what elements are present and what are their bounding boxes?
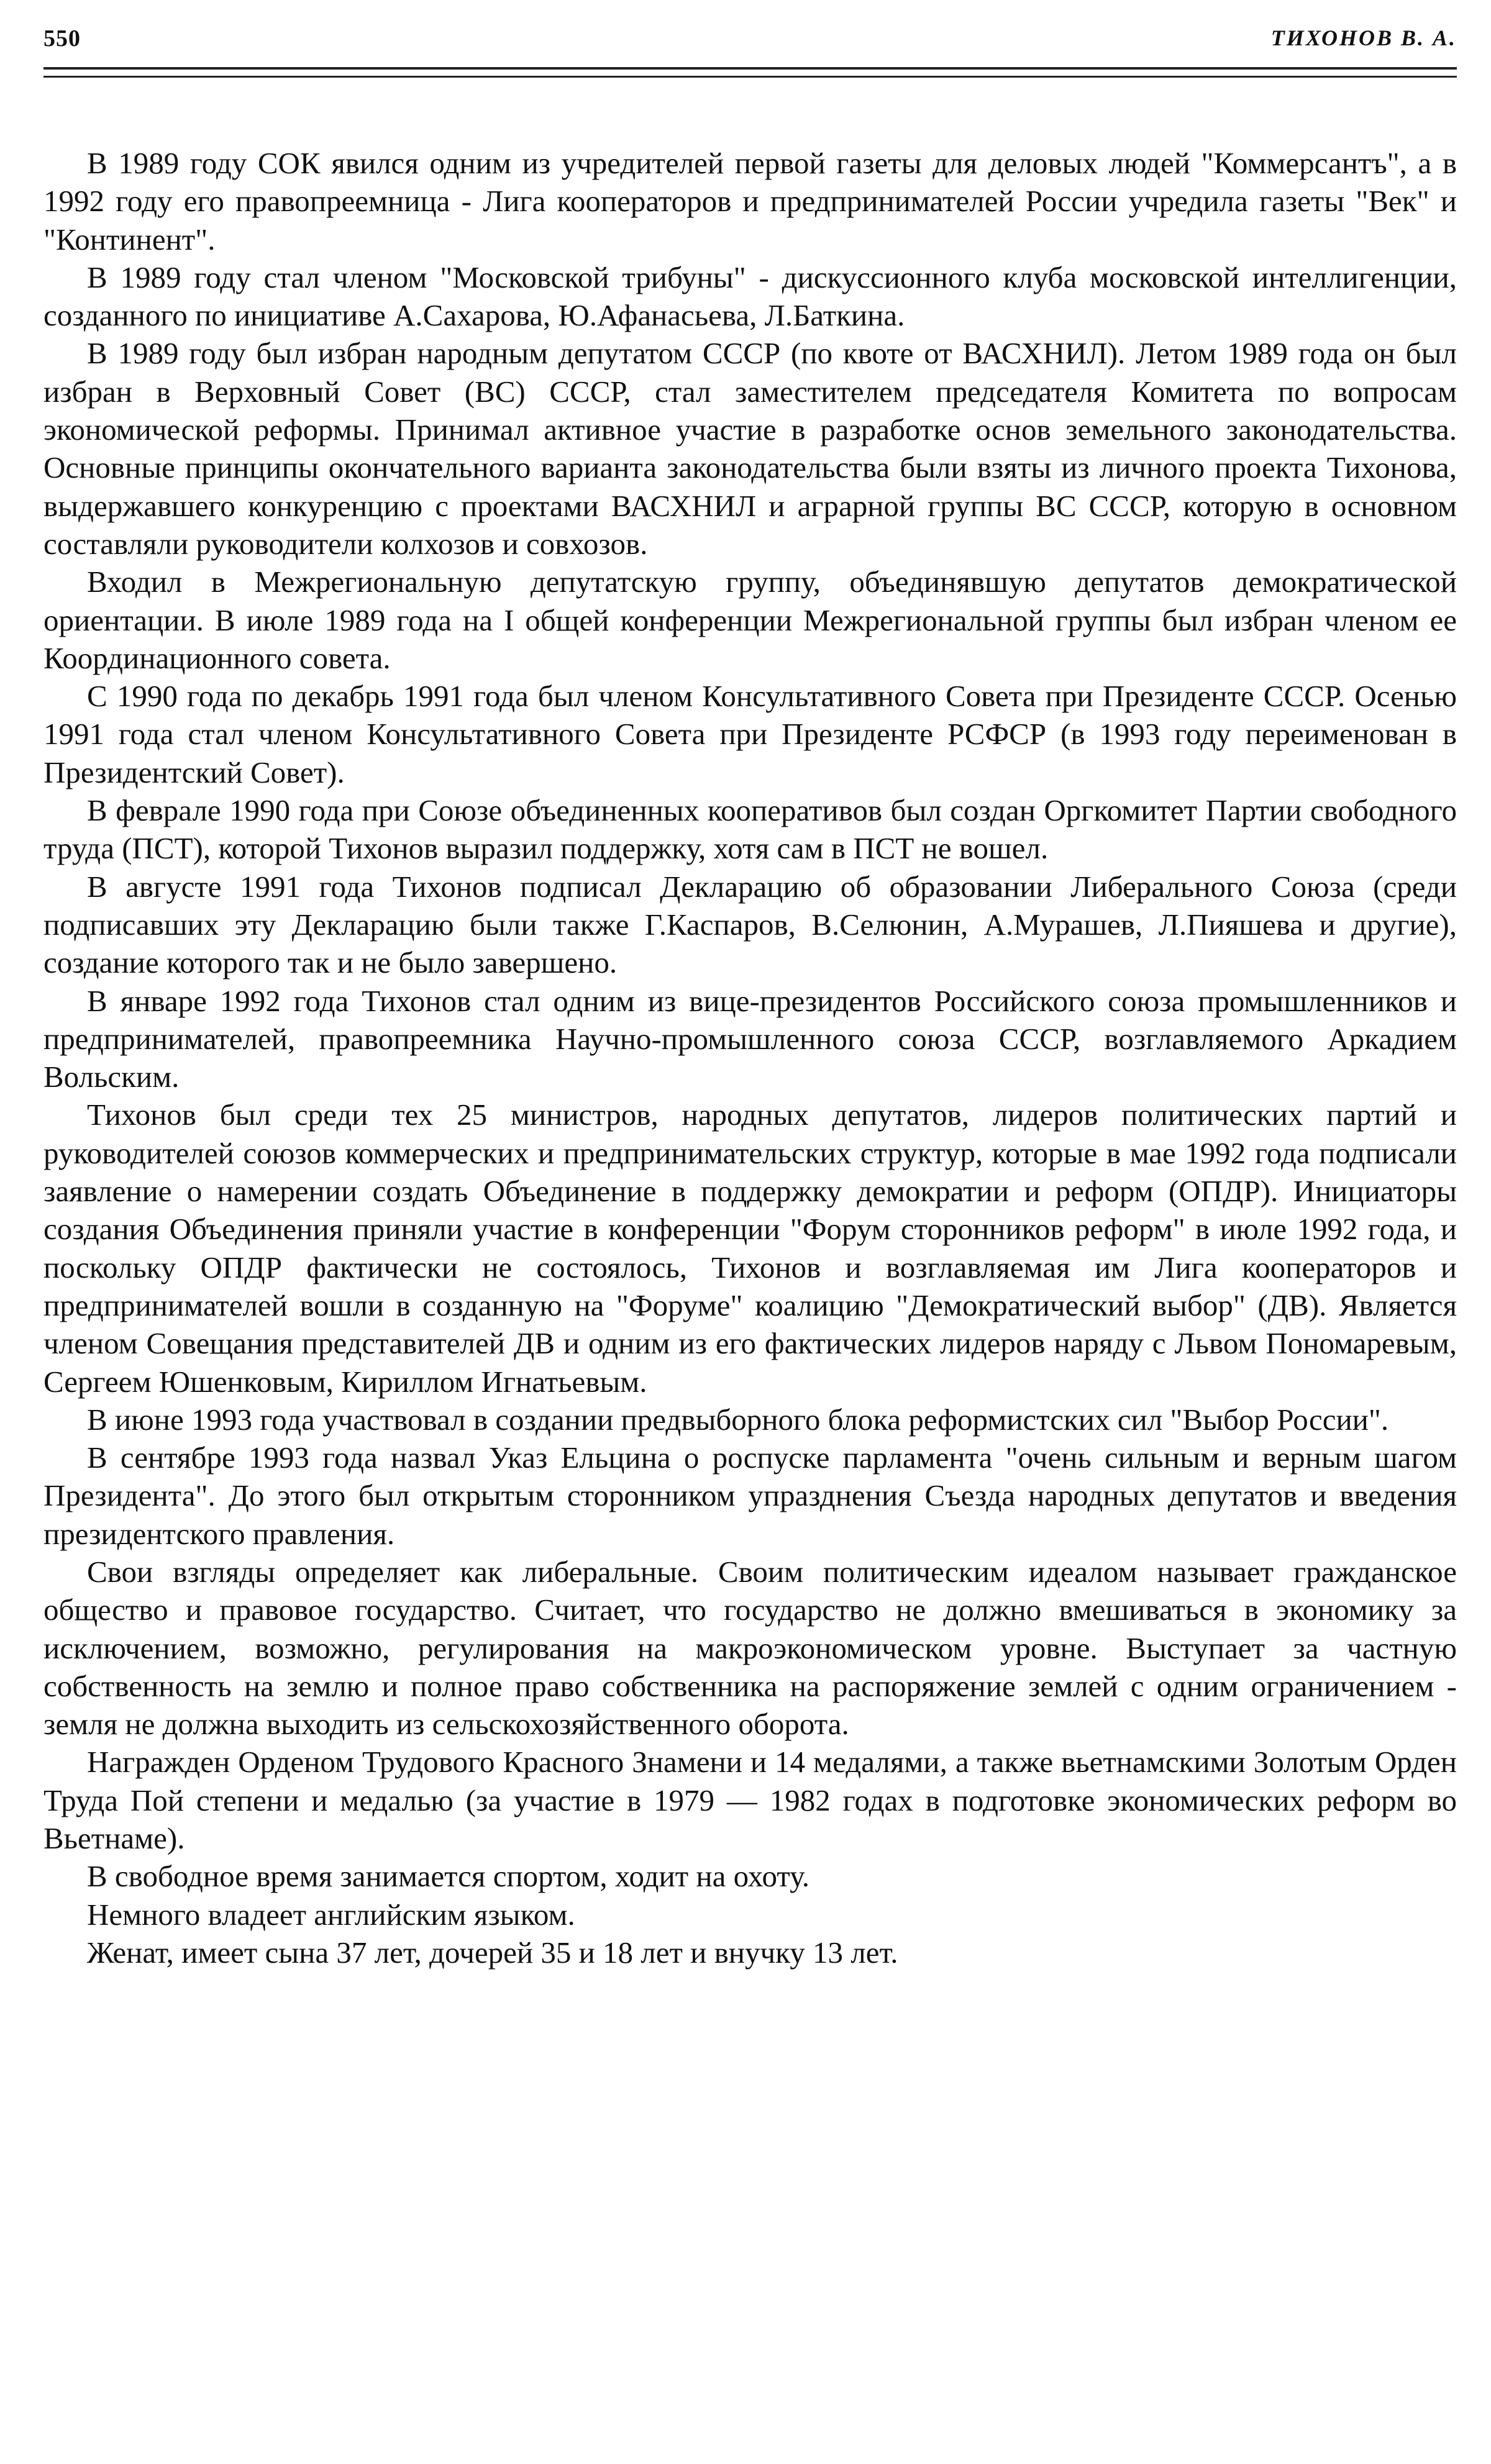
article-body	[43, 144, 1457, 1971]
paragraph: Тихонов был среди тех 25 министров, народных депутатов, лидеров политических партий и руководителей союзов коммерческих и предпринимательских структур, которые в мае 1992 года подписали заявление о намерении создать Объединение в поддержку демократии и реформ (ОПДР). Инициаторы создания Объединения приняли участие в конференции "Форум сторонников реформ" в июле 1992 года, и поскольку ОПДР фактически не состоялось, Тихонов и возглавляемая им Лига кооператоров и предпринимателей вошли в созданную на "Форуме" коалицию "Демократический выбор" (ДВ). Является членом Совещания представителей ДВ и одним из его фактических лидеров наряду с Львом Пономаревым, Сергеем Юшенковым, Кириллом Игнатьевым.	[43, 1098, 1457, 1399]
page-header	[43, 25, 1457, 62]
paragraph: В свободное время занимается спортом, ходит на охоту.	[87, 1859, 810, 1894]
paragraph: Немного владеет английским языком.	[87, 1897, 575, 1932]
paragraph: В 1989 году был избран народным депутатом СССР (по квоте от ВАСХНИЛ). Летом 1989 года он был избран в Верховный Совет (ВС) СССР, стал заместителем председателя Комитета по вопросам экономической реформы. Принимал активное участие в разработке основ земельного законодательства. Основные принципы окончательного варианта законодательства были взяты из личного проекта Тихонова, выдержавшего конкуренцию с проектами ВАСХНИЛ и аграрной группы ВС СССР, которую в основном составляли руководители колхозов и совхозов.	[43, 336, 1457, 561]
paragraph: В 1989 году СОК явился одним из учредителей первой газеты для деловых людей "Коммерсантъ", а в 1992 году его правопреемница - Лига кооператоров и предпринимателей России учредила газеты "Век" и "Континент".	[43, 146, 1457, 257]
page-number: 550	[43, 25, 81, 52]
paragraph: В январе 1992 года Тихонов стал одним из вице-президентов Российского союза промышленников и предпринимателей, правопреемника Научно-промышленного союза СССР, возглавляемого Аркадием Вольским.	[43, 983, 1457, 1094]
paragraph: В сентябре 1993 года назвал Указ Ельцина о роспуске парламента "очень сильным и верным шагом Президента". До этого был открытым сторонником упразднения Съезда народных депутатов и введения президентского правления.	[43, 1440, 1457, 1551]
paragraph: Женат, имеет сына 37 лет, дочерей 35 и 18 лет и внучку 13 лет.	[87, 1935, 898, 1970]
paragraph: В июне 1993 года участвовал в создании предвыборного блока реформистских сил "Выбор России".	[87, 1402, 1389, 1437]
paragraph: В августе 1991 года Тихонов подписал Декларацию об образовании Либерального Союза (среди подписавших эту Декларацию были также Г.Каспаров, В.Селюнин, А.Мурашев, Л.Пияшева и другие), создание которого так и не было завершено.	[43, 869, 1457, 980]
paragraph: В феврале 1990 года при Союзе объединенных кооперативов был создан Оргкомитет Партии свободного труда (ПСТ), которой Тихонов выразил поддержку, хотя сам в ПСТ не вошел.	[43, 793, 1457, 866]
header-rule-bottom	[43, 76, 1457, 78]
paragraph: Награжден Орденом Трудового Красного Знамени и 14 медалями, а также вьетнамскими Золотым Орден Труда Пой степени и медалью (за участие в 1979 — 1982 годах в подготовке экономических реформ во Вьетнаме).	[43, 1745, 1457, 1856]
paragraph: Свои взгляды определяет как либеральные. Своим политическим идеалом называет гражданское общество и правовое государство. Считает, что государство не должно вмешиваться в экономику за исключением, возможно, регулирования на макроэкономическом уровне. Выступает за частную собственность на землю и полное право собственника на распоряжение землей с одним ограничением - земля не должна выходить из сельскохозяйственного оборота.	[43, 1554, 1457, 1742]
header-rule-top	[43, 67, 1457, 70]
running-head: ТИХОНОВ В. А.	[1270, 25, 1457, 50]
paragraph: С 1990 года по декабрь 1991 года был членом Консультативного Совета при Президенте СССР. Осенью 1991 года стал членом Консультативного Совета при Президенте РСФСР (в 1993 году переименован в Президентский Совет).	[43, 679, 1457, 789]
paragraph: Входил в Межрегиональную депутатскую группу, объединявшую депутатов демократической ориентации. В июле 1989 года на I общей конференции Межрегиональной группы был избран членом ее Координационного совета.	[43, 565, 1457, 675]
paragraph: В 1989 году стал членом "Московской трибуны" - дискуссионного клуба московской интеллигенции, созданного по инициативе А.Сахарова, Ю.Афанасьева, Л.Баткина.	[43, 260, 1457, 333]
